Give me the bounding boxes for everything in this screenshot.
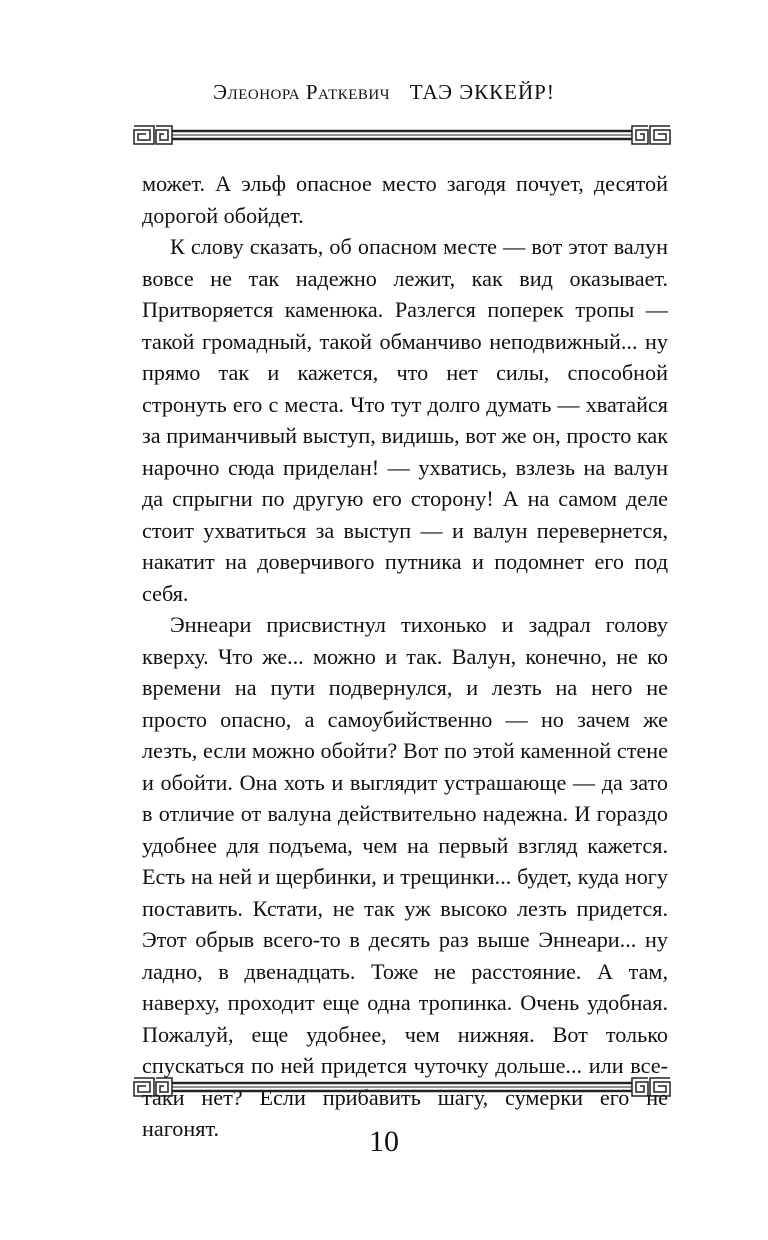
paragraph: Эннеари присвистнул тихонько и задрал голову кверху. Что же... можно и так. Валун, конечно, не ко времени на пути подвернулся, и лезть на него не просто опасно, а самоубийственно — но зачем же лезть, если можно обойти? Вот по этой каменной стене и обойти. Она хоть и выглядит устрашающе — да зато в отличие от валуна действительно надежна. И гораздо удобнее для подъема, чем на первый взгляд кажется. Есть на ней и щербинки, и трещинки... будет, куда ногу поставить. Кстати, не так уж высоко лезть придется. Этот обрыв всего-то в десять раз выше Эннеари... ну ладно, в двенадцать. Тоже не расстояние. А там, наверху, проходит еще одна тропинка. Очень удобная. Пожалуй, еще удобнее, чем нижняя. Вот только спускаться по ней придется чуточку дольше... или все-таки нет? Если прибавить шагу, сумерки его не нагонят. (142, 612, 668, 1141)
paragraph: К слову сказать, об опасном месте — вот этот валун вовсе не так надежно лежит, как вид оказывает. Притворяется каменюка. Разлегся поперек тропы — такой громадный, такой обманчиво неподвижный... ну прямо так и кажется, что нет силы, способной стронуть его с места. Что тут долго думать — хватайся за приманчивый выступ, видишь, вот же он, просто как нарочно сюда приделан! — ухватись, взлезь на валун да спрыгни по другую его сторону! А на самом деле стоит ухватиться за выступ — и валун перевернется, накатит на доверчивого путника и подомнет его под себя. (142, 234, 668, 606)
meander-ornament-right (632, 1078, 670, 1096)
paragraph: может. А эльф опасное место загодя почует, десятой дорогой обойдет. (142, 171, 668, 228)
meander-ornament-left (134, 1078, 172, 1096)
top-ornament-border (132, 122, 672, 148)
bottom-ornament-border (132, 1074, 672, 1100)
running-header (0, 80, 768, 105)
header-author: Элеонора Раткевич (213, 80, 390, 104)
page-number: 10 (369, 1125, 399, 1158)
meander-ornament-right (632, 126, 670, 144)
meander-ornament-left (134, 126, 172, 144)
body-text (142, 168, 668, 1145)
header-title: ТАЭ ЭККЕЙР! (409, 80, 555, 104)
